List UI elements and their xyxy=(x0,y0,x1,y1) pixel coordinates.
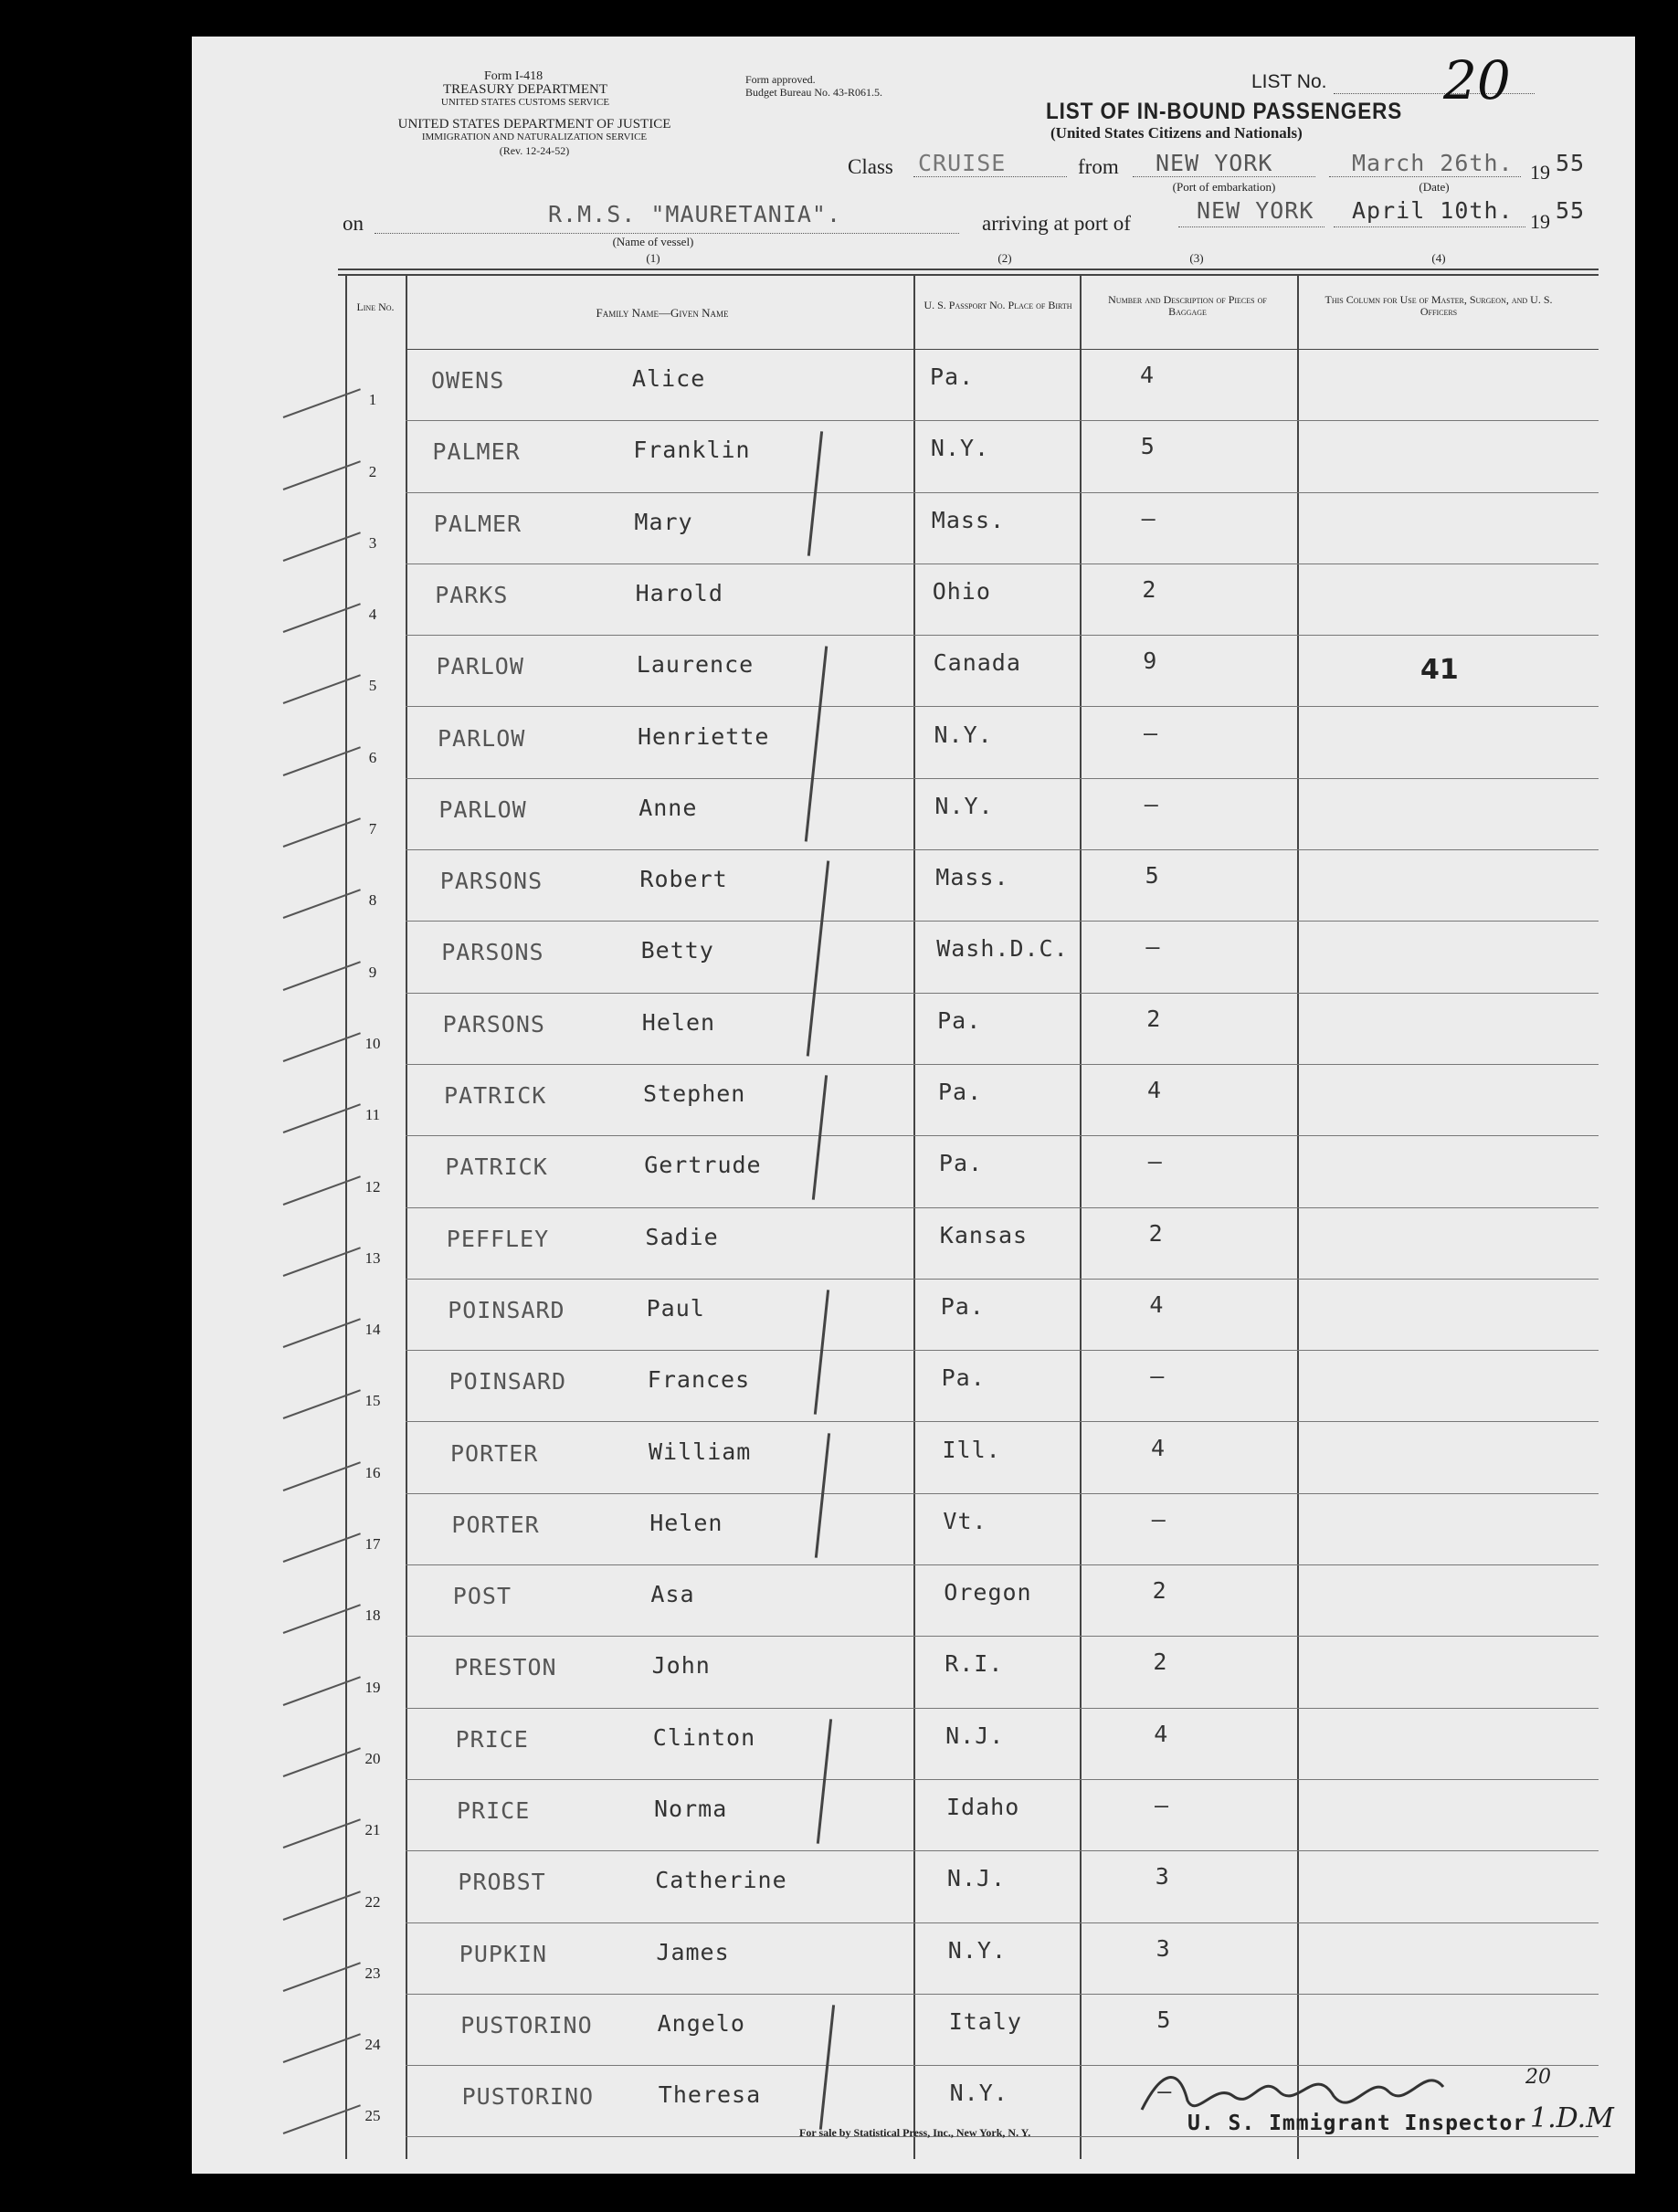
place-of-birth: Pa. xyxy=(938,1079,983,1105)
place-of-birth: Oregon xyxy=(944,1579,1032,1606)
line-number: 2 xyxy=(368,462,377,480)
place-of-birth: Ohio xyxy=(932,577,991,605)
baggage-count: 4 xyxy=(1154,1720,1169,1747)
family-name: POST xyxy=(452,1583,512,1610)
given-name: Catherine xyxy=(655,1867,787,1894)
list-no-label: LIST No. xyxy=(1251,71,1327,92)
family-name: PORTER xyxy=(451,1511,540,1538)
list-number-handwritten: 20 xyxy=(1443,49,1511,111)
table-row xyxy=(192,1924,1635,1996)
given-name: James xyxy=(656,1938,730,1965)
given-name: Robert xyxy=(639,866,728,893)
from-label: from xyxy=(1078,155,1119,178)
class-value: CRUISE xyxy=(918,150,1007,176)
given-name: Frances xyxy=(647,1366,751,1394)
row-divider xyxy=(406,1493,1599,1494)
baggage-count: 4 xyxy=(1147,1077,1163,1103)
place-of-birth: Canada xyxy=(933,649,1021,677)
from-date: March 26th. xyxy=(1352,150,1514,176)
header-baggage: Number and Description of Pieces of Baggage xyxy=(1108,293,1267,318)
line-number: 14 xyxy=(364,1321,381,1339)
table-row xyxy=(192,1209,1635,1280)
tick-mark xyxy=(283,1533,361,1563)
place-of-birth: N.Y. xyxy=(930,435,990,462)
baggage-count: 5 xyxy=(1156,2006,1172,2033)
given-name: Helen xyxy=(649,1509,723,1536)
family-name: PATRICK xyxy=(444,1082,547,1109)
table-row xyxy=(192,1852,1635,1923)
place-of-birth: Mass. xyxy=(931,506,1006,533)
tick-mark xyxy=(283,1032,361,1062)
vessel-caption: (Name of vessel) xyxy=(612,235,694,248)
table-row xyxy=(192,351,1635,422)
given-name: Paul xyxy=(646,1294,705,1322)
table-row xyxy=(192,494,1635,565)
table-row xyxy=(192,1280,1635,1352)
family-name: PARLOW xyxy=(436,653,524,680)
from-port: NEW YORK xyxy=(1156,150,1273,176)
table-row xyxy=(192,1137,1635,1208)
tick-mark xyxy=(283,532,361,562)
table-row xyxy=(192,922,1635,994)
ins-service: IMMIGRATION AND NATURALIZATION SERVICE xyxy=(421,132,648,142)
tick-mark xyxy=(283,1676,361,1706)
row-divider xyxy=(406,1636,1599,1637)
row-divider xyxy=(406,1779,1599,1780)
col-3-caption: (3) xyxy=(1189,251,1204,265)
header-officers: This Column for Use of Master, Surgeon, and U. S. Officers xyxy=(1324,293,1553,318)
col-4-caption: (4) xyxy=(1431,251,1446,265)
table-row xyxy=(192,637,1635,708)
place-of-birth: Pa. xyxy=(941,1364,986,1392)
baggage-count: – xyxy=(1145,933,1161,961)
row-divider xyxy=(406,921,1599,922)
baggage-count: 3 xyxy=(1155,1863,1170,1891)
given-name: Helen xyxy=(641,1008,716,1036)
line-number: 10 xyxy=(364,1034,381,1052)
baggage-count: 2 xyxy=(1146,1005,1162,1032)
line-number: 23 xyxy=(364,1964,381,1982)
row-divider xyxy=(406,1708,1599,1709)
row-divider xyxy=(406,706,1599,707)
officer-note: 41 xyxy=(1420,654,1459,686)
line-number: 4 xyxy=(368,606,377,624)
inspector-signature xyxy=(1124,2046,1489,2128)
family-name: PALMER xyxy=(432,438,521,466)
family-name: PORTER xyxy=(450,1439,539,1467)
table-row xyxy=(192,565,1635,637)
justice-dept: UNITED STATES DEPARTMENT OF JUSTICE xyxy=(397,117,671,132)
vessel-name: R.M.S. "MAURETANIA". xyxy=(548,201,842,227)
baggage-count: – xyxy=(1151,1505,1166,1533)
place-of-birth: Idaho xyxy=(946,1794,1020,1820)
row-divider xyxy=(406,1207,1599,1208)
form-approved: Form approved. xyxy=(745,73,816,86)
header-line-no: Line No. xyxy=(356,300,395,313)
class-label: Class xyxy=(848,155,893,178)
table-row xyxy=(192,422,1635,493)
year-value: 55 xyxy=(1556,150,1586,176)
tick-mark xyxy=(283,2033,361,2063)
date-caption: (Date) xyxy=(1419,180,1450,194)
tick-mark xyxy=(283,1175,361,1206)
row-divider xyxy=(406,420,1599,421)
baggage-count: 5 xyxy=(1140,433,1156,460)
baggage-count: 3 xyxy=(1156,1934,1171,1962)
tick-mark xyxy=(283,817,361,848)
family-name: POINSARD xyxy=(449,1368,567,1396)
family-name: PARLOW xyxy=(438,724,526,752)
family-name: PRESTON xyxy=(454,1654,557,1681)
line-number: 13 xyxy=(364,1248,381,1267)
given-name: Norma xyxy=(654,1796,728,1822)
treasury-dept: TREASURY DEPARTMENT xyxy=(442,82,608,97)
place-of-birth: Mass. xyxy=(935,864,1009,891)
line-number: 15 xyxy=(364,1392,381,1410)
tick-mark xyxy=(283,1962,361,1992)
given-name: Gertrude xyxy=(644,1152,762,1179)
table-row xyxy=(192,1495,1635,1566)
place-of-birth: N.Y. xyxy=(947,1936,1008,1964)
place-of-birth: Wash.D.C. xyxy=(936,935,1069,963)
family-name: PARSONS xyxy=(441,939,544,966)
tick-mark xyxy=(283,1318,361,1348)
tick-mark xyxy=(283,1461,361,1491)
row-divider xyxy=(406,635,1599,636)
table-row xyxy=(192,1066,1635,1137)
table-row xyxy=(192,1710,1635,1781)
place-of-birth: N.Y. xyxy=(934,721,993,748)
baggage-count: 5 xyxy=(1145,862,1160,890)
inspector-initials: 1.D.M xyxy=(1530,2102,1614,2134)
baggage-count: – xyxy=(1155,1792,1170,1818)
place-of-birth: Pa. xyxy=(937,1006,982,1034)
baggage-count: – xyxy=(1157,2078,1173,2105)
given-name: Laurence xyxy=(636,651,755,679)
tick-mark xyxy=(283,460,361,490)
tick-mark xyxy=(283,1247,361,1277)
line-number: 18 xyxy=(364,1606,381,1625)
place-of-birth: N.J. xyxy=(945,1722,1005,1749)
place-of-birth: Ill. xyxy=(942,1436,1001,1463)
given-name: Clinton xyxy=(652,1723,756,1751)
baggage-count: – xyxy=(1144,790,1159,817)
tick-mark xyxy=(283,961,361,991)
arriving-label: arriving at port of xyxy=(982,212,1131,235)
family-name: PUSTORINO xyxy=(460,2011,593,2038)
tick-mark xyxy=(283,746,361,776)
given-name: Mary xyxy=(634,508,693,535)
line-number: 11 xyxy=(364,1106,381,1124)
tick-mark xyxy=(283,675,361,705)
baggage-count: 2 xyxy=(1153,1648,1168,1676)
line-number: 1 xyxy=(368,391,377,409)
baggage-count: 2 xyxy=(1148,1219,1164,1247)
given-name: Harold xyxy=(635,579,723,606)
table-row xyxy=(192,1352,1635,1423)
customs-service: UNITED STATES CUSTOMS SERVICE xyxy=(440,97,610,108)
form-revision: (Rev. 12-24-52) xyxy=(499,144,570,157)
baggage-count: 4 xyxy=(1151,1434,1166,1461)
row-divider xyxy=(406,1994,1599,1995)
tick-mark xyxy=(283,1390,361,1420)
place-of-birth: R.I. xyxy=(945,1650,1004,1678)
baggage-count: 2 xyxy=(1152,1577,1167,1605)
form-title: LIST OF IN-BOUND PASSENGERS xyxy=(1046,99,1403,124)
given-name: Anne xyxy=(638,794,698,821)
on-label: on xyxy=(343,212,364,235)
family-name: PROBST xyxy=(458,1869,546,1896)
baggage-count: 9 xyxy=(1143,648,1158,675)
place-of-birth: Kansas xyxy=(939,1221,1029,1248)
col-1-caption: (1) xyxy=(646,251,660,265)
baggage-count: – xyxy=(1147,1148,1163,1175)
tick-mark xyxy=(283,1747,361,1777)
arrival-port: NEW YORK xyxy=(1197,197,1314,224)
tick-mark xyxy=(283,2105,361,2135)
tick-mark xyxy=(283,1104,361,1134)
header-passport: U. S. Passport No. Place of Birth xyxy=(923,299,1072,311)
place-of-birth: N.Y. xyxy=(949,2080,1008,2107)
given-name: John xyxy=(651,1652,711,1680)
line-number: 19 xyxy=(364,1678,381,1696)
given-name: Franklin xyxy=(633,437,751,464)
baggage-count: – xyxy=(1150,1363,1166,1390)
tick-mark xyxy=(283,603,361,633)
family-name: PEFFLEY xyxy=(446,1225,550,1252)
family-name: PALMER xyxy=(433,510,522,537)
line-number: 8 xyxy=(368,891,377,910)
family-name: POINSARD xyxy=(448,1296,565,1323)
row-divider xyxy=(406,778,1599,779)
place-of-birth: N.J. xyxy=(946,1865,1007,1892)
family-name: PARSONS xyxy=(439,868,544,895)
given-name: Betty xyxy=(640,937,714,964)
baggage-count: 2 xyxy=(1142,575,1157,603)
table-row xyxy=(192,709,1635,780)
place-of-birth: Pa. xyxy=(930,363,975,390)
family-name: PRICE xyxy=(457,1797,531,1824)
family-name: PUPKIN xyxy=(459,1940,548,1967)
line-number: 9 xyxy=(368,963,377,981)
port-embark-caption: (Port of embarkation) xyxy=(1172,180,1276,194)
place-of-birth: Pa. xyxy=(938,1150,984,1177)
line-number: 21 xyxy=(364,1821,381,1839)
baggage-count: 4 xyxy=(1140,362,1156,388)
given-name: Theresa xyxy=(658,2081,762,2109)
place-of-birth: N.Y. xyxy=(934,792,994,819)
given-name: Alice xyxy=(632,365,706,392)
corner-note: 20 xyxy=(1525,2066,1551,2089)
tick-mark xyxy=(283,1605,361,1635)
table-row xyxy=(192,1566,1635,1638)
line-number: 3 xyxy=(368,533,377,552)
family-name: PRICE xyxy=(455,1725,529,1753)
row-divider xyxy=(406,993,1599,994)
row-divider xyxy=(406,1135,1599,1136)
row-divider xyxy=(406,1064,1599,1065)
arrival-year-prefix: 19 xyxy=(1530,210,1550,233)
tick-mark xyxy=(283,890,361,920)
table-row xyxy=(192,995,1635,1066)
row-divider xyxy=(406,492,1599,493)
line-number: 24 xyxy=(364,2036,381,2054)
family-name: OWENS xyxy=(431,367,505,394)
family-name: PARKS xyxy=(435,581,509,608)
table-row xyxy=(192,780,1635,851)
row-divider xyxy=(406,1421,1599,1422)
baggage-count: – xyxy=(1144,719,1159,746)
arrival-year: 55 xyxy=(1556,197,1586,224)
table-row xyxy=(192,1781,1635,1852)
budget-bureau: Budget Bureau No. 43-R061.5. xyxy=(745,86,882,99)
given-name: Sadie xyxy=(645,1223,719,1250)
line-number: 12 xyxy=(364,1177,381,1196)
printer-note: For sale by Statistical Press, Inc., New York, N. Y. xyxy=(799,2126,1031,2139)
form-number: Form I-418 xyxy=(484,69,544,83)
line-number: 17 xyxy=(364,1535,381,1554)
family-name: PUSTORINO xyxy=(461,2083,595,2111)
header-name: Family Name—Given Name xyxy=(596,306,729,320)
line-number: 6 xyxy=(368,748,377,766)
line-number: 7 xyxy=(368,820,377,838)
family-name: PARLOW xyxy=(438,795,527,823)
form-subtitle: (United States Citizens and Nationals) xyxy=(1050,124,1303,142)
passenger-list-page xyxy=(192,37,1635,2174)
given-name: Henriette xyxy=(638,722,770,750)
inspector-label: U. S. Immigrant Inspector xyxy=(1187,2112,1527,2135)
given-name: Asa xyxy=(650,1581,695,1608)
col-2-caption: (2) xyxy=(997,251,1012,265)
table-row xyxy=(192,851,1635,922)
year-prefix: 19 xyxy=(1530,161,1550,184)
row-divider xyxy=(406,1922,1599,1923)
place-of-birth: Italy xyxy=(948,2007,1022,2035)
given-name: Angelo xyxy=(657,2009,745,2037)
row-divider xyxy=(406,1350,1599,1351)
table-row xyxy=(192,1638,1635,1709)
baggage-count: 4 xyxy=(1149,1290,1165,1318)
family-name: PARSONS xyxy=(442,1010,545,1038)
line-number: 25 xyxy=(364,2107,381,2125)
row-divider xyxy=(406,1564,1599,1565)
line-number: 22 xyxy=(364,1892,381,1911)
line-number: 16 xyxy=(364,1463,381,1481)
family-name: PATRICK xyxy=(445,1153,548,1181)
row-divider xyxy=(406,849,1599,850)
tick-mark xyxy=(283,389,361,419)
baggage-count: – xyxy=(1141,504,1156,532)
arrival-date: April 10th. xyxy=(1352,197,1514,224)
place-of-birth: Vt. xyxy=(943,1507,987,1534)
given-name: Stephen xyxy=(643,1080,746,1107)
row-divider xyxy=(406,1850,1599,1851)
tick-mark xyxy=(283,1891,361,1921)
line-number: 5 xyxy=(368,677,377,695)
table-row xyxy=(192,1424,1635,1495)
tick-mark xyxy=(283,1819,361,1849)
row-divider xyxy=(406,1279,1599,1280)
given-name: William xyxy=(649,1438,752,1465)
line-number: 20 xyxy=(364,1749,381,1767)
place-of-birth: Pa. xyxy=(940,1292,985,1320)
